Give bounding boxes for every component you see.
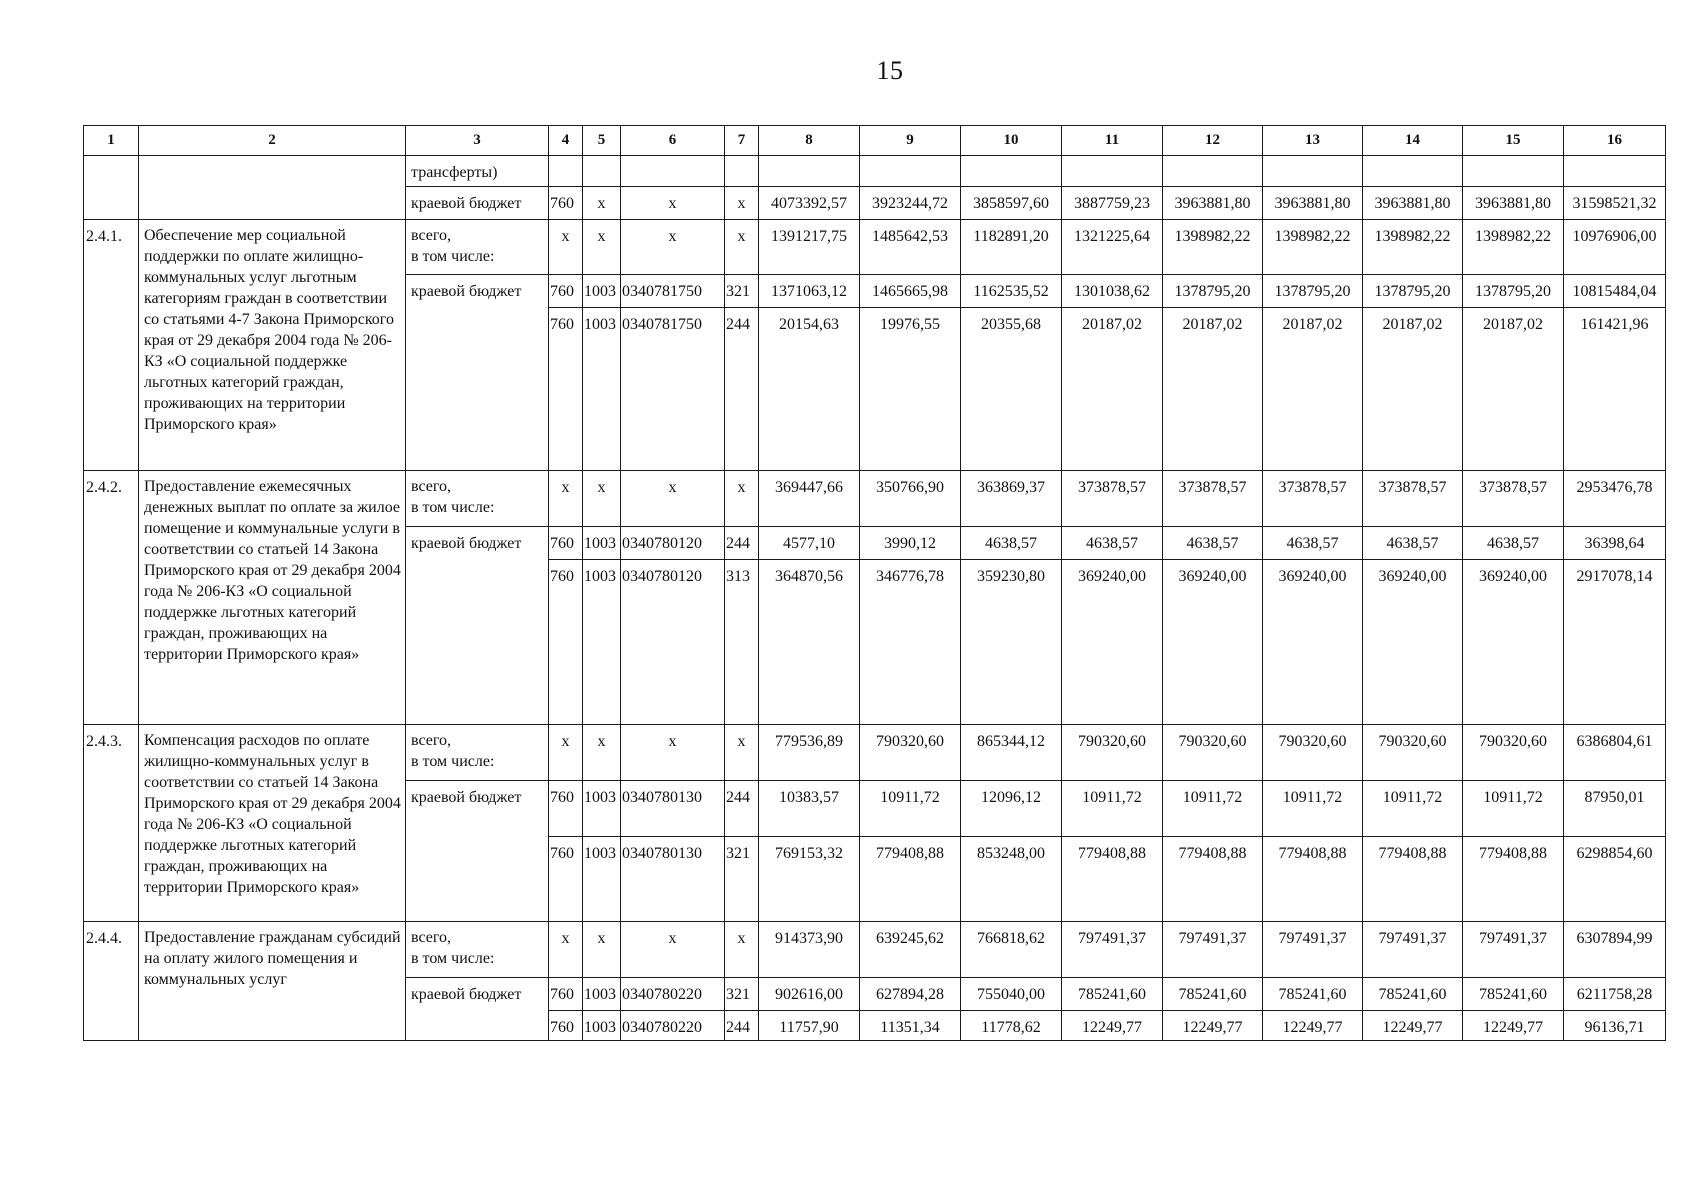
- value-cell: 19976,55: [860, 308, 961, 471]
- cell-col7: 321: [725, 978, 759, 1011]
- section-total-row: [84, 220, 1666, 275]
- cell-col6: х: [621, 471, 725, 527]
- program-description: Предоставление гражданам субсидий на оплату жилого помещения и коммунальных услуг: [139, 922, 406, 1041]
- cell-col4: 760: [549, 527, 583, 560]
- value-cell: 785241,60: [1062, 978, 1163, 1011]
- cell-col6: 0340780130: [621, 837, 725, 922]
- cell-col5: х: [583, 187, 621, 220]
- value-cell: 790320,60: [1163, 725, 1263, 781]
- value-cell: 369240,00: [1463, 560, 1564, 725]
- value-cell: 10911,72: [860, 781, 961, 837]
- source-line: в том числе:: [411, 499, 495, 516]
- cell-empty: [549, 156, 583, 187]
- value-cell: 4577,10: [759, 527, 860, 560]
- column-header-6: 6: [621, 126, 725, 156]
- value-cell: 11351,34: [860, 1011, 961, 1041]
- cell-empty: [725, 156, 759, 187]
- value-cell: 369240,00: [1363, 560, 1463, 725]
- source-label: краевой бюджет: [406, 275, 549, 471]
- page-number: 15: [876, 56, 904, 85]
- cell-empty: [759, 156, 860, 187]
- value-cell: 779408,88: [1463, 837, 1564, 922]
- cell-col6: х: [621, 187, 725, 220]
- value-cell: 1391217,75: [759, 220, 860, 275]
- value-cell: 20187,02: [1363, 308, 1463, 471]
- continuation-label-row: [84, 156, 1666, 187]
- value-cell: 11757,90: [759, 1011, 860, 1041]
- value-cell: 779408,88: [1363, 837, 1463, 922]
- cell-empty: [1564, 156, 1666, 187]
- value-cell: 797491,37: [1163, 922, 1263, 978]
- value-cell: 3963881,80: [1263, 187, 1363, 220]
- cell-col5: 1003: [583, 1011, 621, 1041]
- source-line: всего,: [411, 732, 452, 749]
- cell-col4: х: [549, 725, 583, 781]
- value-cell: 1162535,52: [961, 275, 1062, 308]
- value-cell: 3923244,72: [860, 187, 961, 220]
- value-cell: 346776,78: [860, 560, 961, 725]
- cell-col6: 0340780120: [621, 560, 725, 725]
- value-cell: 369240,00: [1062, 560, 1163, 725]
- value-cell: 1378795,20: [1463, 275, 1564, 308]
- value-cell: 1398982,22: [1363, 220, 1463, 275]
- cell-col5: 1003: [583, 978, 621, 1011]
- value-cell: 785241,60: [1263, 978, 1363, 1011]
- source-line: в том числе:: [411, 950, 495, 967]
- cell-empty: [1363, 156, 1463, 187]
- value-cell: 769153,32: [759, 837, 860, 922]
- cell-col4: х: [549, 471, 583, 527]
- cell-col7: 313: [725, 560, 759, 725]
- cell-col7: 244: [725, 527, 759, 560]
- continuation-label: трансферты): [406, 156, 549, 187]
- source-label-total: [406, 471, 549, 527]
- cell-col6: 0340781750: [621, 275, 725, 308]
- program-code: 2.4.2.: [84, 471, 139, 725]
- value-cell: 87950,01: [1564, 781, 1666, 837]
- value-cell: 1398982,22: [1463, 220, 1564, 275]
- column-header-1: 1: [84, 126, 139, 156]
- cell-col7: 244: [725, 1011, 759, 1041]
- cell-empty: [860, 156, 961, 187]
- value-cell: 373878,57: [1363, 471, 1463, 527]
- value-cell: 797491,37: [1062, 922, 1163, 978]
- value-cell: 785241,60: [1163, 978, 1263, 1011]
- cell-col7: х: [725, 187, 759, 220]
- value-cell: 779408,88: [860, 837, 961, 922]
- cell-col4: 760: [549, 187, 583, 220]
- value-cell: 31598521,32: [1564, 187, 1666, 220]
- value-cell: 10911,72: [1163, 781, 1263, 837]
- value-cell: 639245,62: [860, 922, 961, 978]
- section-total-row: [84, 922, 1666, 978]
- program-description: Предоставление ежемесячных денежных выплат по оплате за жилое помещение и коммунальные услуги в соответствии со статьей 14 Закона Приморского края от 29 декабря 2004 года № 206-КЗ «О социальной поддержке льготных категорий граждан, проживающих на территории Приморского края»: [139, 471, 406, 725]
- value-cell: 779536,89: [759, 725, 860, 781]
- value-cell: 4638,57: [1363, 527, 1463, 560]
- source-label: краевой бюджет: [406, 527, 549, 725]
- value-cell: 797491,37: [1463, 922, 1564, 978]
- value-cell: 20187,02: [1062, 308, 1163, 471]
- value-cell: 6307894,99: [1564, 922, 1666, 978]
- value-cell: 779408,88: [1062, 837, 1163, 922]
- column-header-5: 5: [583, 126, 621, 156]
- cell-col7: 321: [725, 837, 759, 922]
- column-header-3: 3: [406, 126, 549, 156]
- cell-col5: 1003: [583, 781, 621, 837]
- cell-col6: х: [621, 922, 725, 978]
- cell-col6: 0340780130: [621, 781, 725, 837]
- value-cell: 10911,72: [1062, 781, 1163, 837]
- cell-col5: 1003: [583, 837, 621, 922]
- cell-empty: [139, 156, 406, 220]
- value-cell: 627894,28: [860, 978, 961, 1011]
- value-cell: 785241,60: [1463, 978, 1564, 1011]
- value-cell: 1301038,62: [1062, 275, 1163, 308]
- value-cell: 373878,57: [1163, 471, 1263, 527]
- cell-col5: х: [583, 220, 621, 275]
- column-header-8: 8: [759, 126, 860, 156]
- cell-empty: [1263, 156, 1363, 187]
- value-cell: 96136,71: [1564, 1011, 1666, 1041]
- source-line: всего,: [411, 929, 452, 946]
- value-cell: 1378795,20: [1363, 275, 1463, 308]
- value-cell: 373878,57: [1463, 471, 1564, 527]
- value-cell: 790320,60: [860, 725, 961, 781]
- cell-col7: 321: [725, 275, 759, 308]
- value-cell: 364870,56: [759, 560, 860, 725]
- cell-col5: х: [583, 471, 621, 527]
- value-cell: 20355,68: [961, 308, 1062, 471]
- value-cell: 1398982,22: [1163, 220, 1263, 275]
- value-cell: 6386804,61: [1564, 725, 1666, 781]
- column-header-12: 12: [1163, 126, 1263, 156]
- value-cell: 865344,12: [961, 725, 1062, 781]
- cell-col5: х: [583, 725, 621, 781]
- value-cell: 766818,62: [961, 922, 1062, 978]
- cell-col4: 760: [549, 308, 583, 471]
- value-cell: 3858597,60: [961, 187, 1062, 220]
- column-header-15: 15: [1463, 126, 1564, 156]
- value-cell: 3963881,80: [1363, 187, 1463, 220]
- cell-empty: [1463, 156, 1564, 187]
- source-line: всего,: [411, 227, 452, 244]
- value-cell: 797491,37: [1363, 922, 1463, 978]
- column-header-14: 14: [1363, 126, 1463, 156]
- value-cell: 2917078,14: [1564, 560, 1666, 725]
- value-cell: 1485642,53: [860, 220, 961, 275]
- value-cell: 12249,77: [1463, 1011, 1564, 1041]
- cell-col7: х: [725, 471, 759, 527]
- cell-col7: х: [725, 220, 759, 275]
- source-label-total: [406, 725, 549, 781]
- cell-empty: [1062, 156, 1163, 187]
- section-total-row: [84, 471, 1666, 527]
- value-cell: 779408,88: [1263, 837, 1363, 922]
- cell-col4: х: [549, 922, 583, 978]
- value-cell: 161421,96: [1564, 308, 1666, 471]
- value-cell: 4638,57: [1263, 527, 1363, 560]
- value-cell: 4638,57: [961, 527, 1062, 560]
- value-cell: 1398982,22: [1263, 220, 1363, 275]
- value-cell: 853248,00: [961, 837, 1062, 922]
- source-line: в том числе:: [411, 248, 495, 265]
- cell-col7: х: [725, 922, 759, 978]
- cell-col7: х: [725, 725, 759, 781]
- column-header-10: 10: [961, 126, 1062, 156]
- value-cell: 3963881,80: [1463, 187, 1564, 220]
- value-cell: 20187,02: [1163, 308, 1263, 471]
- column-header-9: 9: [860, 126, 961, 156]
- source-label: краевой бюджет: [406, 781, 549, 922]
- value-cell: 4638,57: [1062, 527, 1163, 560]
- value-cell: 12249,77: [1263, 1011, 1363, 1041]
- cell-col7: 244: [725, 781, 759, 837]
- cell-col4: 760: [549, 1011, 583, 1041]
- value-cell: 20187,02: [1463, 308, 1564, 471]
- section-total-row: [84, 725, 1666, 781]
- column-header-11: 11: [1062, 126, 1163, 156]
- value-cell: 1321225,64: [1062, 220, 1163, 275]
- value-cell: 12249,77: [1363, 1011, 1463, 1041]
- value-cell: 1378795,20: [1163, 275, 1263, 308]
- value-cell: 1371063,12: [759, 275, 860, 308]
- value-cell: 797491,37: [1263, 922, 1363, 978]
- source-label: краевой бюджет: [406, 978, 549, 1041]
- value-cell: 3990,12: [860, 527, 961, 560]
- cell-col4: 760: [549, 560, 583, 725]
- value-cell: 10911,72: [1363, 781, 1463, 837]
- cell-empty: [961, 156, 1062, 187]
- value-cell: 790320,60: [1263, 725, 1363, 781]
- value-cell: 12249,77: [1163, 1011, 1263, 1041]
- value-cell: 369240,00: [1263, 560, 1363, 725]
- value-cell: 4638,57: [1163, 527, 1263, 560]
- cell-col4: 760: [549, 781, 583, 837]
- cell-col6: х: [621, 725, 725, 781]
- cell-empty: [1163, 156, 1263, 187]
- program-code: 2.4.3.: [84, 725, 139, 922]
- cell-col6: 0340780120: [621, 527, 725, 560]
- value-cell: 6211758,28: [1564, 978, 1666, 1011]
- source-label-total: [406, 922, 549, 978]
- cell-col6: х: [621, 220, 725, 275]
- value-cell: 363869,37: [961, 471, 1062, 527]
- value-cell: 359230,80: [961, 560, 1062, 725]
- cell-col5: 1003: [583, 275, 621, 308]
- cell-empty: [84, 156, 139, 220]
- column-header-4: 4: [549, 126, 583, 156]
- budget-table: [83, 125, 1666, 1041]
- value-cell: 373878,57: [1062, 471, 1163, 527]
- value-cell: 1182891,20: [961, 220, 1062, 275]
- cell-col4: 760: [549, 837, 583, 922]
- value-cell: 20154,63: [759, 308, 860, 471]
- value-cell: 4638,57: [1463, 527, 1564, 560]
- value-cell: 10976906,00: [1564, 220, 1666, 275]
- source-line: всего,: [411, 478, 452, 495]
- cell-col6: 0340781750: [621, 308, 725, 471]
- cell-col4: 760: [549, 978, 583, 1011]
- cell-col5: 1003: [583, 308, 621, 471]
- source-label: краевой бюджет: [406, 187, 549, 220]
- table-body: [84, 156, 1666, 1041]
- value-cell: 785241,60: [1363, 978, 1463, 1011]
- value-cell: 790320,60: [1363, 725, 1463, 781]
- value-cell: 10383,57: [759, 781, 860, 837]
- cell-col6: 0340780220: [621, 1011, 725, 1041]
- program-description: Компенсация расходов по оплате жилищно-коммунальных услуг в соответствии со статьей 14 Закона Приморского края от 29 декабря 2004 года № 206-КЗ «О социальной поддержке льготных категорий граждан, проживающих на территории Приморского края»: [139, 725, 406, 922]
- column-header-16: 16: [1564, 126, 1666, 156]
- value-cell: 1465665,98: [860, 275, 961, 308]
- value-cell: 3887759,23: [1062, 187, 1163, 220]
- value-cell: 2953476,78: [1564, 471, 1666, 527]
- value-cell: 12096,12: [961, 781, 1062, 837]
- cell-col6: 0340780220: [621, 978, 725, 1011]
- value-cell: 755040,00: [961, 978, 1062, 1011]
- column-header-13: 13: [1263, 126, 1363, 156]
- cell-col5: 1003: [583, 560, 621, 725]
- value-cell: 790320,60: [1463, 725, 1564, 781]
- value-cell: 12249,77: [1062, 1011, 1163, 1041]
- cell-empty: [621, 156, 725, 187]
- value-cell: 779408,88: [1163, 837, 1263, 922]
- cell-empty: [583, 156, 621, 187]
- program-description: Обеспечение мер социальной поддержки по оплате жилищно-коммунальных услуг льготным категориям граждан в соответствии со статьями 4-7 Закона Приморского края от 29 декабря 2004 года № 206-КЗ «О социальной поддержке льготных категорий граждан, проживающих на территории Приморского края»: [139, 220, 406, 471]
- source-line: в том числе:: [411, 753, 495, 770]
- value-cell: 914373,90: [759, 922, 860, 978]
- value-cell: 369447,66: [759, 471, 860, 527]
- value-cell: 10815484,04: [1564, 275, 1666, 308]
- table-header: [84, 126, 1666, 156]
- program-code: 2.4.1.: [84, 220, 139, 471]
- cell-col4: 760: [549, 275, 583, 308]
- cell-col5: 1003: [583, 527, 621, 560]
- value-cell: 369240,00: [1163, 560, 1263, 725]
- cell-col7: 244: [725, 308, 759, 471]
- value-cell: 350766,90: [860, 471, 961, 527]
- value-cell: 1378795,20: [1263, 275, 1363, 308]
- value-cell: 373878,57: [1263, 471, 1363, 527]
- cell-col4: х: [549, 220, 583, 275]
- value-cell: 3963881,80: [1163, 187, 1263, 220]
- value-cell: 4073392,57: [759, 187, 860, 220]
- value-cell: 10911,72: [1263, 781, 1363, 837]
- value-cell: 10911,72: [1463, 781, 1564, 837]
- value-cell: 11778,62: [961, 1011, 1062, 1041]
- header-row: [84, 126, 1666, 156]
- column-header-2: 2: [139, 126, 406, 156]
- column-header-7: 7: [725, 126, 759, 156]
- value-cell: 790320,60: [1062, 725, 1163, 781]
- value-cell: 36398,64: [1564, 527, 1666, 560]
- source-label-total: [406, 220, 549, 275]
- cell-col5: х: [583, 922, 621, 978]
- value-cell: 20187,02: [1263, 308, 1363, 471]
- value-cell: 902616,00: [759, 978, 860, 1011]
- program-code: 2.4.4.: [84, 922, 139, 1041]
- value-cell: 6298854,60: [1564, 837, 1666, 922]
